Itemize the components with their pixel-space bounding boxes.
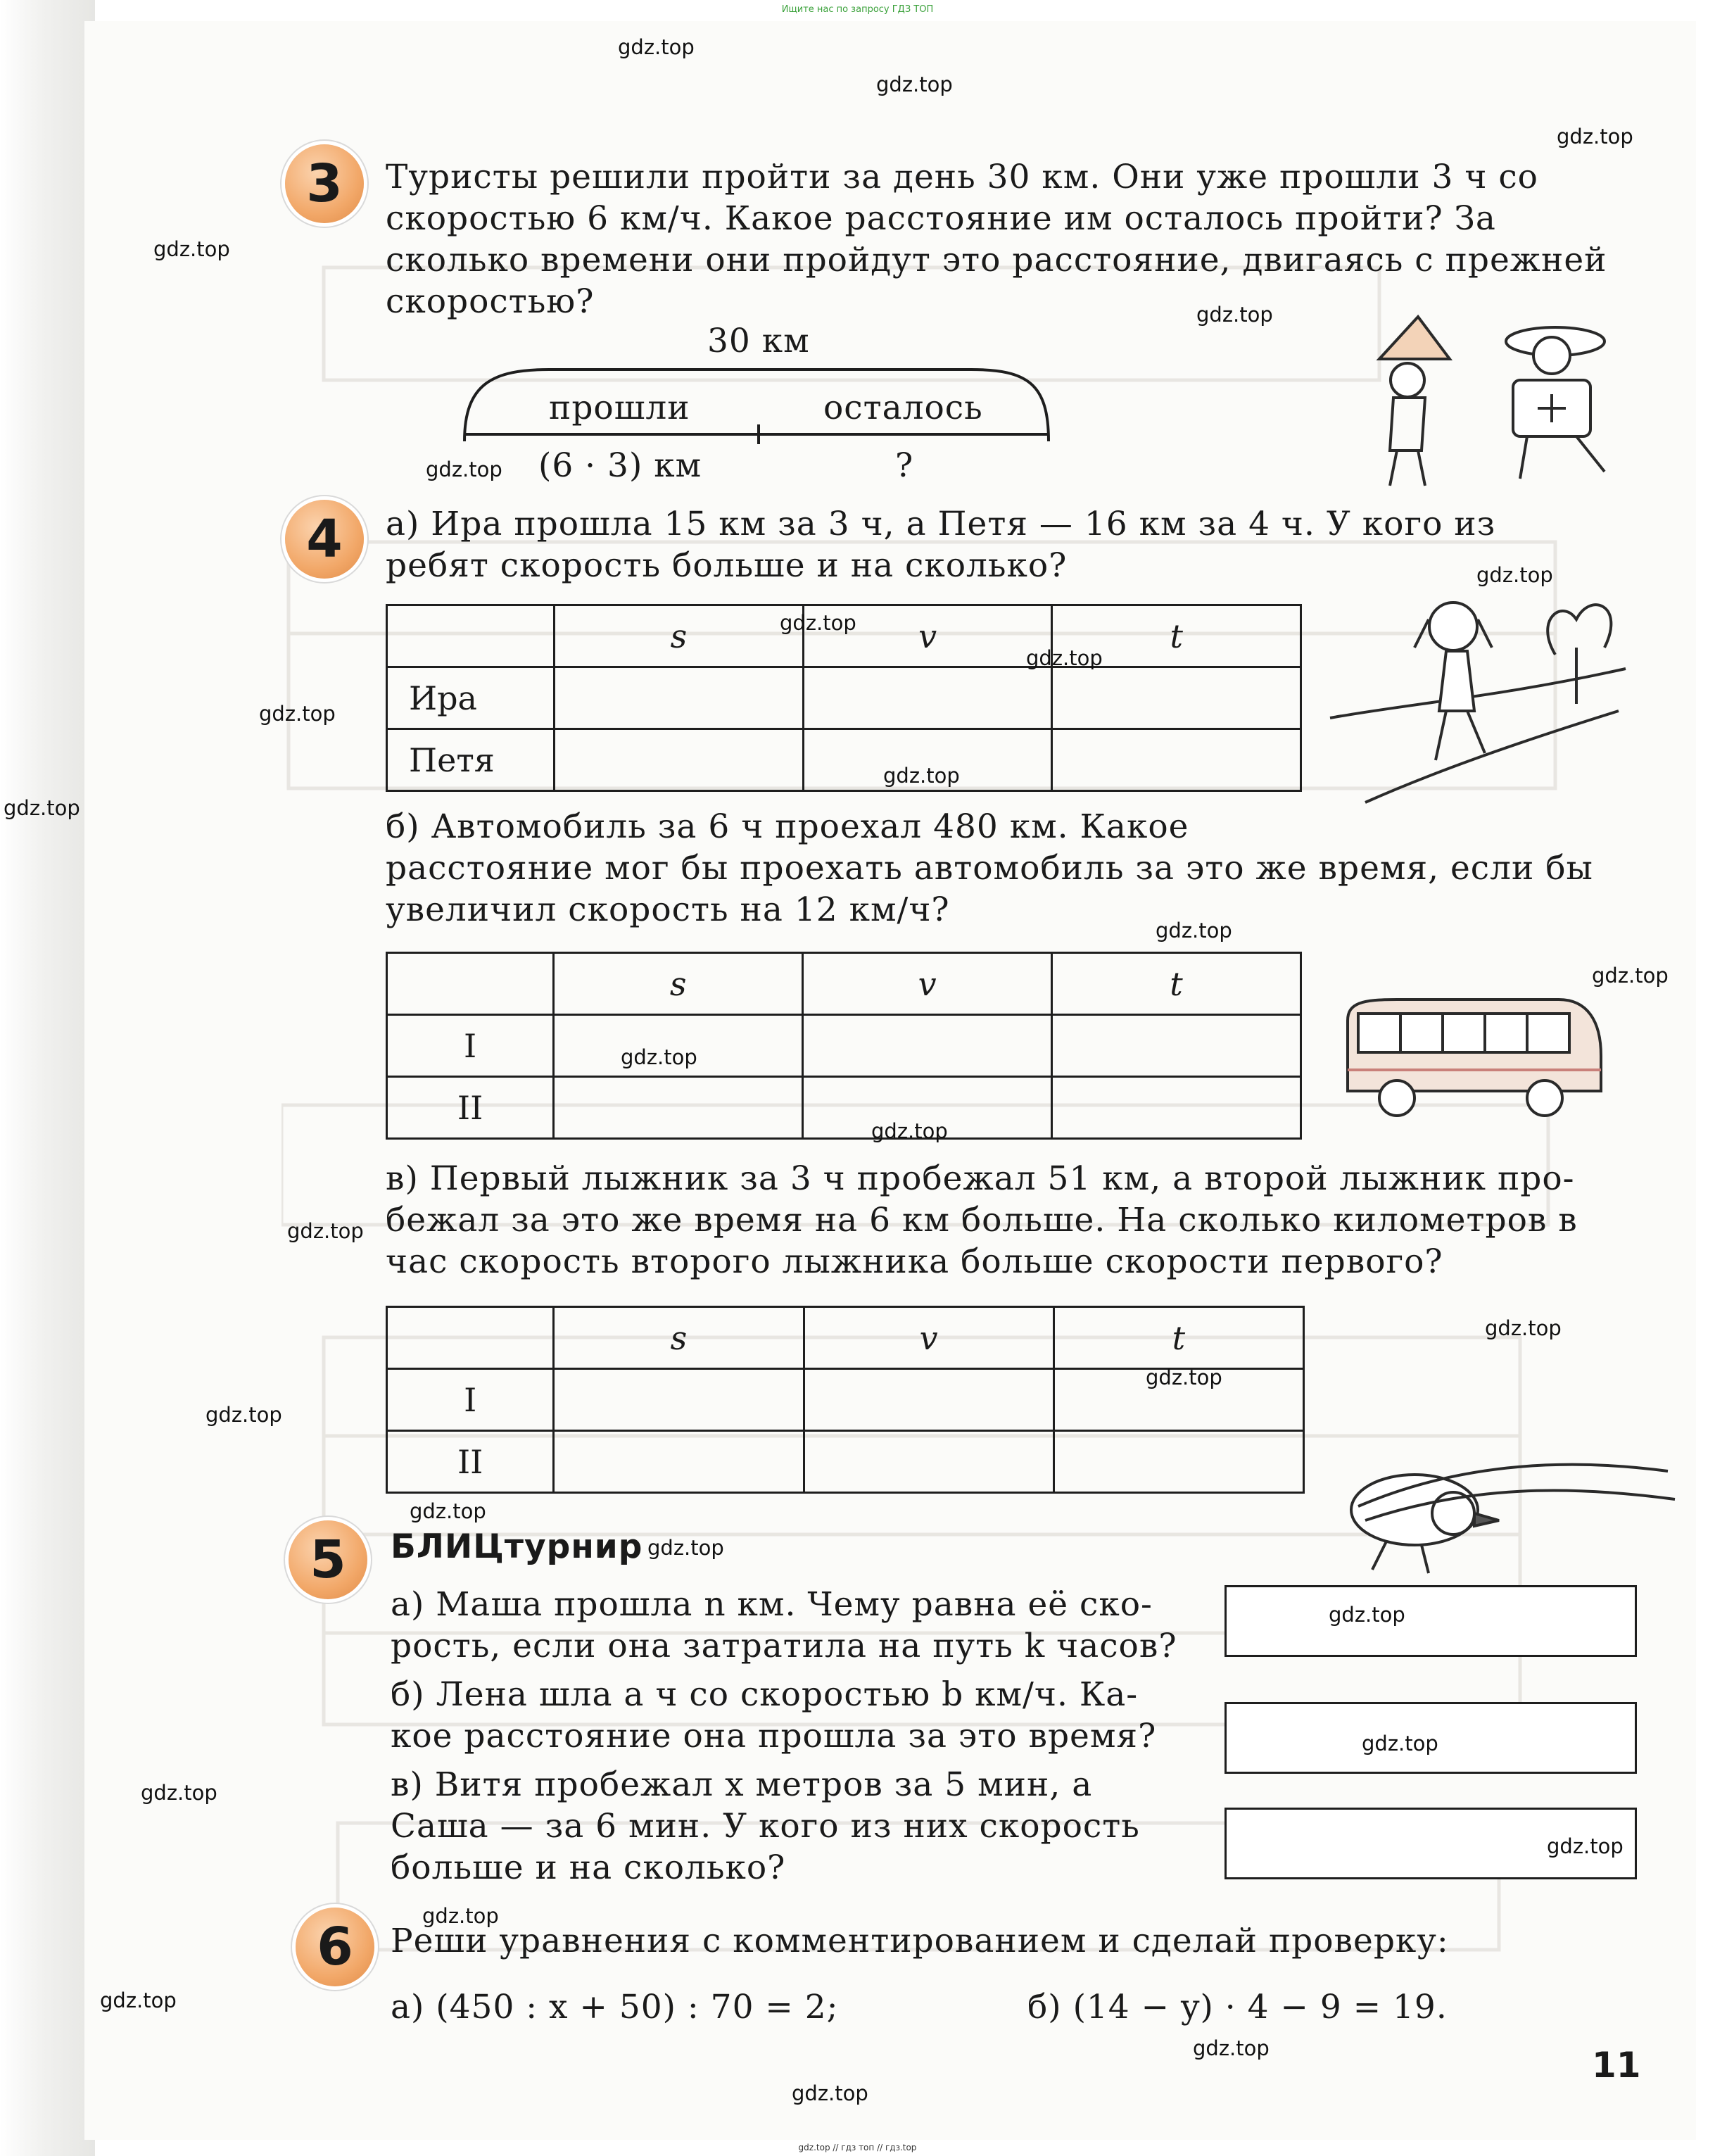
task-4b-line: увеличил скорость на 12 км/ч?	[386, 890, 950, 929]
task-3-line: Туристы решили пройти за день 30 км. Они уже прошли 3 ч со	[386, 158, 1538, 196]
table-4a-cell[interactable]	[555, 729, 804, 791]
watermark: gdz.top	[410, 1499, 486, 1523]
walking-girl-illustration	[1323, 577, 1633, 809]
table-4c-cell[interactable]	[804, 1369, 1053, 1431]
table-4a-row-label: Петя	[387, 729, 555, 791]
watermark: gdz.top	[1485, 1316, 1562, 1340]
table-4b-corner	[387, 953, 554, 1015]
task-3-line: скоростью 6 км/ч. Какое расстояние им осталось пройти? За	[386, 199, 1496, 238]
diagram-total-label: 30 км	[707, 322, 810, 360]
task-6-equation-a: а) (450 : x + 50) : 70 = 2;	[391, 1988, 839, 2026]
table-4a-cell[interactable]	[1052, 667, 1301, 729]
task-4b-text	[386, 806, 1645, 931]
task-4-badge: 4	[285, 500, 364, 579]
table-4c-corner	[387, 1307, 554, 1369]
table-4b-cell[interactable]	[803, 1015, 1052, 1077]
table-4b-header-t: t	[1052, 953, 1301, 1015]
task-5b-line: кое расстояние она прошла за это время?	[391, 1717, 1157, 1755]
table-4a-header-t: t	[1052, 605, 1301, 667]
task-5b-line: б) Лена шла a ч со скоростью b км/ч. Ка-	[391, 1675, 1139, 1714]
watermark: gdz.top	[1146, 1366, 1222, 1389]
task-5a-text	[391, 1584, 1200, 1667]
watermark: gdz.top	[1026, 646, 1103, 670]
top-note: Ищите нас по запросу ГДЗ ТОП	[781, 4, 934, 15]
table-4c-header-v: v	[804, 1307, 1053, 1369]
task-6-text: Реши уравнения с комментированием и сделай проверку:	[391, 1922, 1449, 1960]
watermark: gdz.top	[647, 1536, 724, 1560]
watermark: gdz.top	[1592, 964, 1669, 988]
watermark: gdz.top	[1362, 1732, 1438, 1755]
bird-illustration	[1316, 1457, 1682, 1577]
task-5c-line: больше и на сколько?	[391, 1848, 786, 1887]
table-4c-row-label: II	[387, 1431, 554, 1493]
watermark: gdz.top	[4, 796, 80, 820]
task-5c-text	[391, 1764, 1200, 1889]
table-4a-corner	[387, 605, 555, 667]
table-4a-cell[interactable]	[555, 667, 804, 729]
watermark: gdz.top	[422, 1904, 499, 1928]
table-4b-header-s: s	[554, 953, 803, 1015]
table-4c-row-label: I	[387, 1369, 554, 1431]
watermark: gdz.top	[205, 1403, 282, 1427]
table-4c-cell[interactable]	[1053, 1431, 1303, 1493]
table-4b	[386, 952, 1302, 1140]
bus-illustration	[1334, 992, 1615, 1126]
table-4c-cell[interactable]	[804, 1431, 1053, 1493]
table-4b-cell[interactable]	[1052, 1015, 1301, 1077]
watermark: gdz.top	[1557, 125, 1633, 149]
watermark: gdz.top	[780, 611, 856, 635]
task-6-equation-b: б) (14 − y) · 4 − 9 = 19.	[1027, 1988, 1448, 2026]
task-3-badge: 3	[285, 144, 364, 223]
table-4a-cell[interactable]	[1052, 729, 1301, 791]
watermark: gdz.top	[259, 702, 336, 726]
watermark: gdz.top	[1193, 2036, 1270, 2060]
task-4b-line: б) Автомобиль за 6 ч проехал 480 км. Какое	[386, 807, 1189, 846]
page-number: 11	[1592, 2045, 1641, 2086]
task-6-badge: 6	[296, 1908, 374, 1986]
task-4c-line: бежал за это же время на 6 км больше. На сколько километров в	[386, 1201, 1578, 1240]
watermark: gdz.top	[1476, 563, 1553, 587]
watermark: gdz.top	[1156, 919, 1232, 943]
watermark: gdz.top	[621, 1045, 697, 1069]
watermark: gdz.top	[876, 73, 953, 96]
watermark: gdz.top	[871, 1119, 948, 1143]
watermark: gdz.top	[141, 1781, 217, 1805]
task-4c-line: в) Первый лыжник за 3 ч пробежал 51 км, а второй лыжник про-	[386, 1159, 1575, 1198]
task-5b-text	[391, 1674, 1200, 1757]
diagram-right-value: ?	[895, 446, 914, 485]
table-4b-row-label: II	[387, 1077, 554, 1139]
table-4c-cell[interactable]	[554, 1369, 804, 1431]
task-5a-line: рость, если она затратила на путь k часов?	[391, 1627, 1177, 1665]
table-4a-cell[interactable]	[803, 667, 1052, 729]
watermark: gdz.top	[1196, 303, 1273, 327]
task-4b-line: расстояние мог бы проехать автомобиль за это же время, если бы	[386, 849, 1593, 888]
task-5c-line: в) Витя пробежал x метров за 5 мин, а	[391, 1765, 1093, 1804]
task-5-badge: 5	[289, 1520, 367, 1599]
task-4c-text	[386, 1158, 1645, 1282]
table-4b-cell[interactable]	[1052, 1077, 1301, 1139]
task-4a-text	[386, 503, 1645, 586]
tourists-illustration	[1351, 303, 1633, 493]
diagram-left-label: прошли	[549, 389, 690, 427]
diagram-right-label: осталось	[823, 389, 983, 427]
task-5a-line: а) Маша прошла n км. Чему равна её ско-	[391, 1585, 1153, 1624]
watermark: gdz.top	[792, 2081, 868, 2105]
table-4a-header-v: v	[803, 605, 1052, 667]
watermark: gdz.top	[883, 764, 960, 788]
table-4b-cell[interactable]	[554, 1077, 803, 1139]
bottom-note: gdz.top // гдз топ // гдз.top	[798, 2143, 917, 2152]
watermark: gdz.top	[426, 458, 502, 481]
task-4c-line: час скорость второго лыжника больше скорости первого?	[386, 1242, 1443, 1281]
task-3-line: сколько времени они пройдут это расстояние, двигаясь с прежней	[386, 241, 1607, 279]
watermark: gdz.top	[618, 35, 695, 59]
task-3-text	[386, 156, 1645, 322]
table-4a-row-label: Ира	[387, 667, 555, 729]
diagram-left-value: (6 · 3) км	[538, 446, 702, 485]
table-4c	[386, 1306, 1305, 1494]
table-4c-cell[interactable]	[554, 1431, 804, 1493]
page-spine-shadow	[0, 0, 95, 2156]
task-5c-line: Саша — за 6 мин. У кого из них скорость	[391, 1807, 1140, 1846]
table-4b-row-label: I	[387, 1015, 554, 1077]
answer-box-5a[interactable]	[1224, 1585, 1637, 1657]
table-4b-header-v: v	[803, 953, 1052, 1015]
watermark: gdz.top	[1547, 1834, 1624, 1858]
watermark: gdz.top	[1329, 1603, 1405, 1627]
watermark: gdz.top	[153, 237, 230, 261]
table-4c-header-t: t	[1053, 1307, 1303, 1369]
watermark: gdz.top	[100, 1988, 177, 2012]
table-4c-header-s: s	[554, 1307, 804, 1369]
task-4a-line: а) Ира прошла 15 км за 3 ч, а Петя — 16 км за 4 ч. У кого из	[386, 505, 1496, 543]
watermark: gdz.top	[287, 1219, 364, 1243]
task-5-title: БЛИЦтурнир	[391, 1527, 643, 1566]
task-3-line: скоростью?	[386, 282, 595, 321]
table-4a-header-s: s	[555, 605, 804, 667]
task-4a-line: ребят скорость больше и на сколько?	[386, 546, 1068, 585]
